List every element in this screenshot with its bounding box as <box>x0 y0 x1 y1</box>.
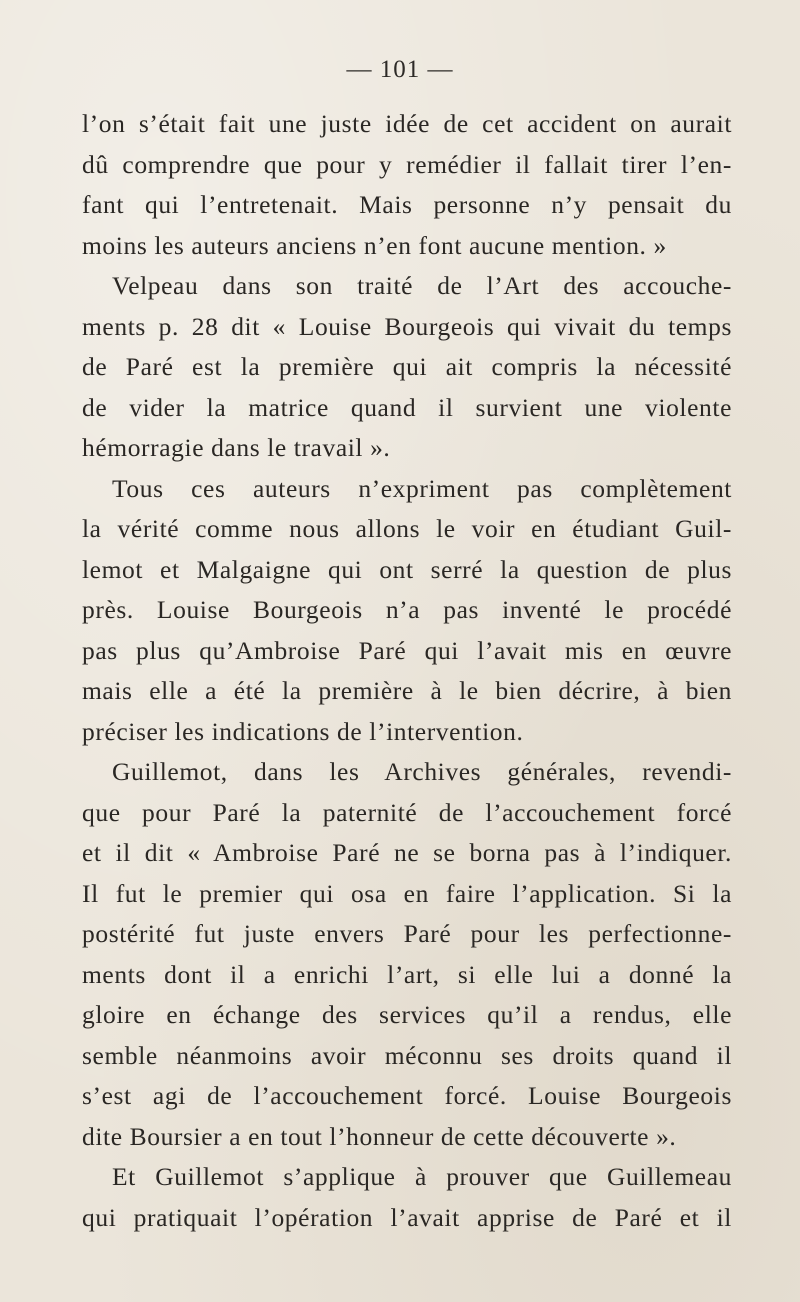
text-line: de vider la matrice quand il survient une violente <box>82 392 732 422</box>
text-line: postérité fut juste envers Paré pour les perfectionne- <box>82 919 732 948</box>
text-line: ments p. 28 dit « Louise Bourgeois qui vivait du temps <box>82 311 732 341</box>
text-line: près. Louise Bourgeois n’a pas inventé le procédé <box>82 595 732 624</box>
text-line: gloire en échange des services qu’il a rendus, elle <box>82 1000 732 1029</box>
text-line: Velpeau dans son traité de l’Art des accouche- <box>112 271 732 300</box>
text-line: mais elle a été la première à le bien décrire, à bien <box>82 676 732 705</box>
text-line: qui pratiquait l’opération l’avait apprise de Paré et il <box>82 1202 732 1232</box>
text-line: s’est agi de l’accouchement forcé. Louise Bourgeois <box>82 1081 732 1110</box>
text-line: que pour Paré la paternité de l’accouchement forcé <box>82 797 732 827</box>
text-line: lemot et Malgaigne qui ont serré la question de plus <box>82 554 732 584</box>
text-line: Guillemot, dans les Archives générales, revendi- <box>112 757 732 786</box>
page-number: — 101 — <box>346 56 454 83</box>
text-line: fant qui l’entretenait. Mais personne n’y pensait du <box>82 190 732 219</box>
text-line: hémorragie dans le travail ». <box>82 433 391 462</box>
text-line: Tous ces auteurs n’expriment pas complètement <box>112 473 732 503</box>
text-line: et il dit « Ambroise Paré ne se borna pas à l’indiquer. <box>82 838 732 867</box>
text-line: moins les auteurs anciens n’en font aucune mention. » <box>82 230 667 260</box>
text-line: dite Boursier a en tout l’honneur de cette découverte ». <box>82 1121 677 1151</box>
text-line: semble néanmoins avoir méconnu ses droits quand il <box>82 1040 732 1070</box>
text-line: pas plus qu’Ambroise Paré qui l’avait mis en œuvre <box>82 635 732 665</box>
text-line: dû comprendre que pour y remédier il fallait tirer l’en- <box>82 149 732 179</box>
body-text <box>82 104 732 1238</box>
text-line: Et Guillemot s’applique à prouver que Guillemeau <box>112 1162 732 1191</box>
text-line: la vérité comme nous allons le voir en étudiant Guil- <box>82 514 732 543</box>
text-line: l’on s’était fait une juste idée de cet accident on aurait <box>82 109 732 138</box>
text-line: Il fut le premier qui osa en faire l’application. Si la <box>82 878 732 908</box>
text-line: préciser les indications de l’intervention. <box>82 716 524 746</box>
text-line: ments dont il a enrichi l’art, si elle lui a donné la <box>82 959 732 989</box>
text-line: de Paré est la première qui ait compris la nécessité <box>82 352 732 381</box>
